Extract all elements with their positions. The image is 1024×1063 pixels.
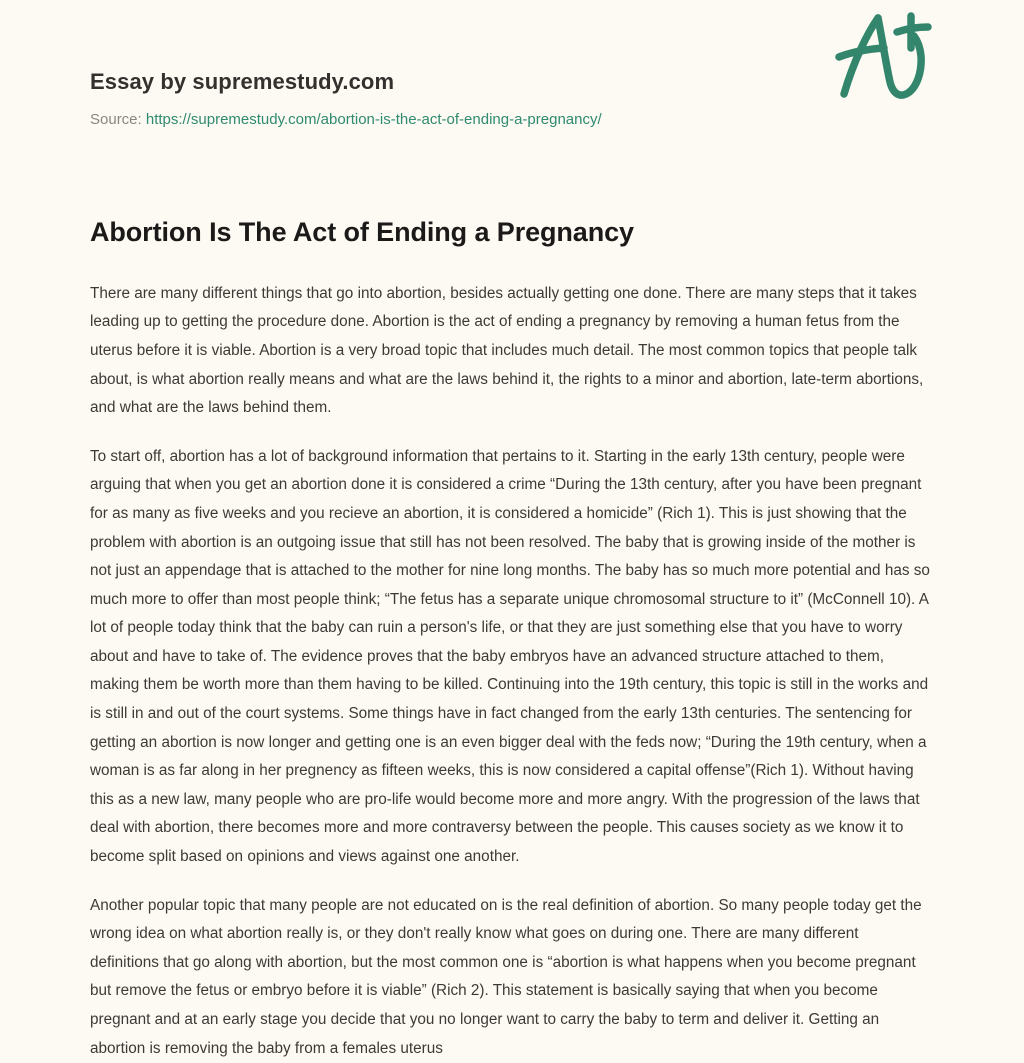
source-url-link[interactable]: https://supremestudy.com/abortion-is-the-act-of-ending-a-pregnancy/	[145, 110, 602, 128]
source-line	[90, 110, 930, 130]
page-title: Abortion Is The Act of Ending a Pregnancy	[90, 217, 634, 247]
essay-byline: Essay by supremestudy.com	[90, 69, 395, 94]
a-plus-logo-icon	[824, 8, 942, 104]
source-label: Source:	[90, 110, 142, 128]
article-paragraph: Another popular topic that many people are not educated on is the real definition of abortion. So many people today get the wrong idea on what abortion really is, or they don't really know what goes on during one. There are many different definitions that go along with abortion, but the most common one is “abortion is what happens when you become pregnant but remove the fetus or embryo before it is viable” (Rich 2). This statement is basically saying that when you become pregnant and at an early stage you decide that you no longer want to carry the baby to term and deliver it. Getting an abortion is removing the baby from a females uterus	[90, 896, 922, 1057]
article-body	[90, 250, 930, 1063]
site-header	[90, 0, 930, 128]
article-paragraph: To start off, abortion has a lot of background information that pertains to it. Starting in the early 13th century, people were arguing that when you get an abortion done it is considered a crime “During the 13th century, after you have been pregnant for as many as five weeks and you recieve an abortion, it is considered a homicide” (Rich 1). This is just showing that the problem with abortion is an outgoing issue that still has not been resolved. The baby that is growing inside of the mother is not just an appendage that is attached to the mother for nine long months. The baby has so much more potential and has so much more to offer than most people think; “The fetus has a separate unique chromosomal structure to it” (McConnell 10). A lot of people today think that the baby can ruin a person's life, or that they are just something else that you have to worry about and have to take of. The evidence proves that the baby embryos have an advanced structure attached to them, making them be worth more than them having to be killed. Continuing into the 19th century, this topic is still in the works and is still in and out of the court systems. Some things have in fact changed from the early 13th centuries. The sentencing for getting an abortion is now longer and getting one is an even bigger deal with the feds now; “During the 19th century, when a woman is as far along in her pregnency as fifteen weeks, this is now considered a capital offense”(Rich 1). Without having this as a new law, many people who are pro-life would become more and more angry. With the progression of the laws that deal with abortion, there becomes more and more contraversy between the people. This causes society as we know it to become split based on opinions and views against one another.	[90, 447, 930, 866]
article-paragraph: There are many different things that go into abortion, besides actually getting one done. There are many steps that it takes leading up to getting the procedure done. Abortion is the act of ending a pregnancy by removing a human fetus from the uterus before it is viable. Abortion is a very broad topic that includes much detail. The most common topics that people talk about, is what abortion really means and what are the laws behind it, the rights to a minor and abortion, late-term abortions, and what are the laws behind them.	[90, 284, 924, 417]
